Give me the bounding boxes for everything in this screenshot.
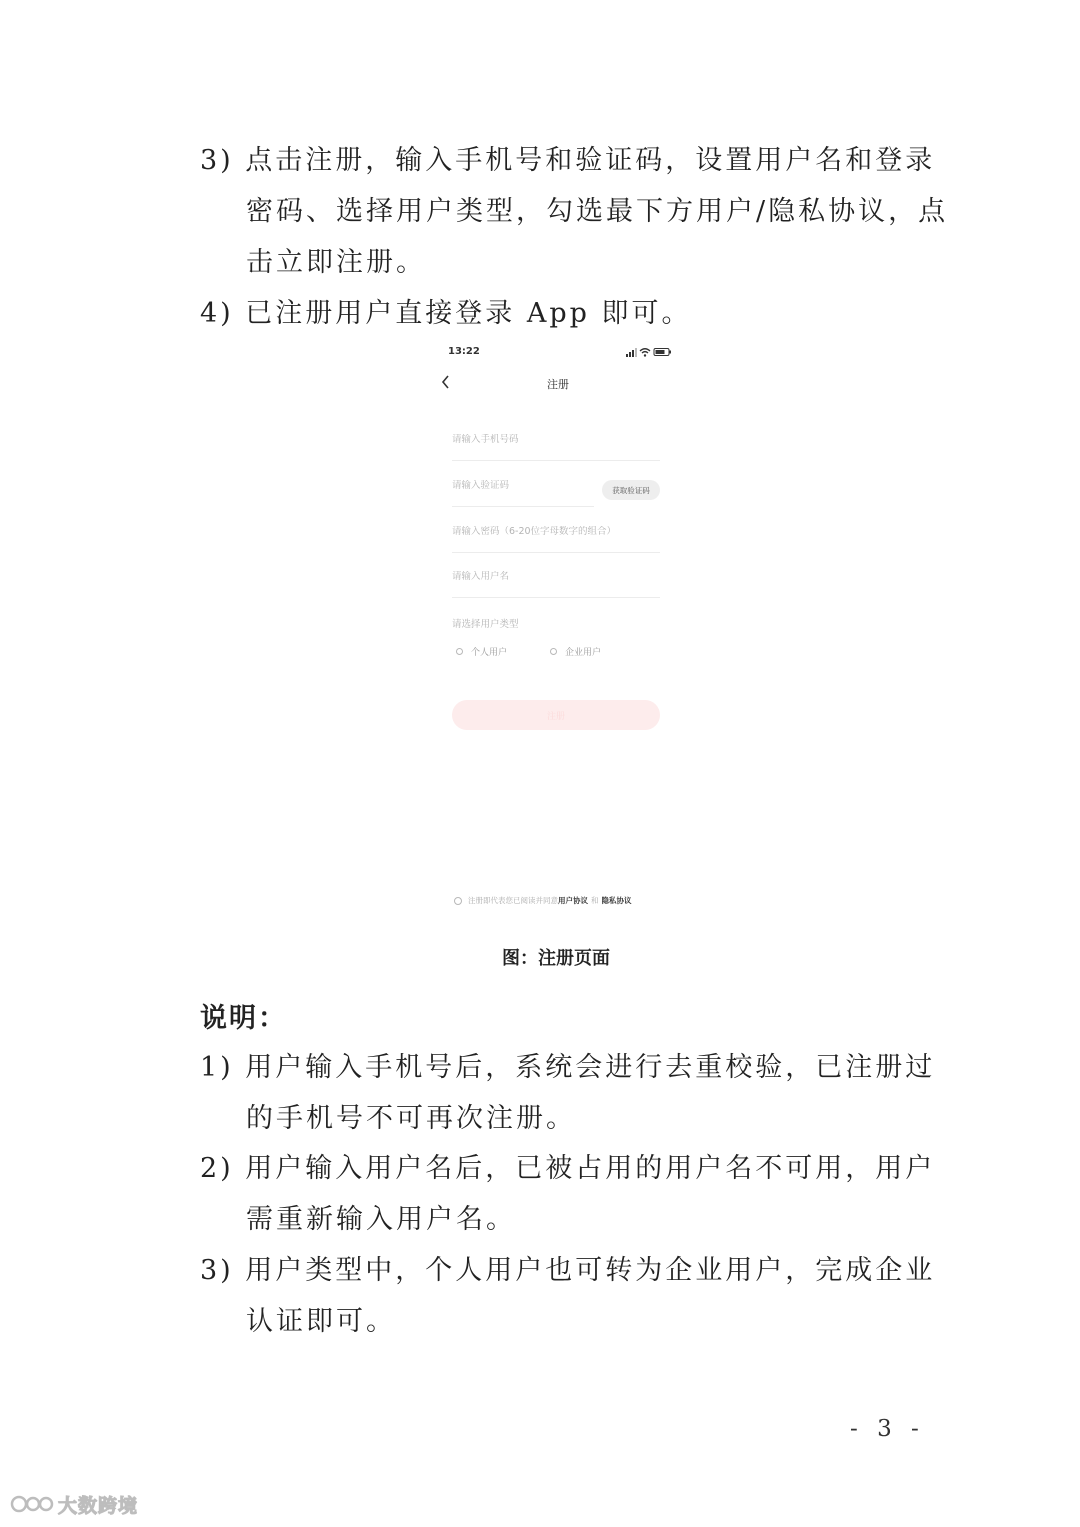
- radio-circle-icon: [456, 648, 463, 655]
- note-1-line-2: 的手机号不可再次注册。: [246, 1103, 576, 1134]
- status-bar-icons: [626, 347, 676, 357]
- agreement-checkbox[interactable]: [454, 897, 462, 905]
- radio-personal-user[interactable]: [456, 645, 507, 658]
- watermark-text: 大数跨境: [58, 1494, 139, 1517]
- user-type-label: 请选择用户类型: [452, 619, 519, 630]
- radio-personal-label: 个人用户: [471, 648, 508, 658]
- status-time: 13:22: [448, 346, 480, 357]
- get-code-button[interactable]: 获取验证码: [602, 480, 660, 500]
- note-3-line-1: 3) 用户类型中，个人用户也可转为企业用户，完成企业: [200, 1255, 936, 1286]
- password-field: [452, 518, 660, 553]
- step-4: [200, 288, 920, 339]
- code-field: [452, 472, 594, 507]
- step-3: [200, 135, 949, 288]
- username-field: [452, 563, 660, 598]
- signal-icon: [626, 348, 637, 357]
- note-2: [200, 1143, 936, 1245]
- radio-enterprise-label: 企业用户: [565, 648, 602, 658]
- password-input[interactable]: [452, 526, 660, 537]
- register-submit-button[interactable]: 注册: [452, 700, 660, 730]
- registration-screenshot: [430, 338, 688, 918]
- nav-title: 注册: [547, 378, 569, 391]
- page-number: - 3 -: [850, 1416, 925, 1442]
- verification-code-input[interactable]: [452, 480, 594, 491]
- user-agreement-link[interactable]: 用户协议: [558, 896, 588, 905]
- step-3-line-2: 密码、选择用户类型，勾选最下方用户/隐私协议，点: [246, 196, 949, 227]
- agreement-text: 注册即代表您已阅读并同意: [468, 896, 558, 905]
- radio-enterprise-user[interactable]: [550, 645, 601, 658]
- note-3-line-2: 认证即可。: [246, 1306, 396, 1337]
- agreement-row: [454, 895, 632, 906]
- figure-caption: 图：注册页面: [502, 948, 610, 969]
- step-3-line-1: 3) 点击注册，输入手机号和验证码，设置用户名和登录: [200, 145, 936, 176]
- step-3-line-3: 击立即注册。: [246, 247, 426, 278]
- watermark: [10, 1490, 138, 1518]
- notes-title: 说明：: [200, 1003, 287, 1034]
- note-2-line-2: 需重新输入用户名。: [246, 1204, 516, 1235]
- note-2-line-1: 2) 用户输入用户名后，已被占用的用户名不可用，用户: [200, 1153, 936, 1184]
- note-1-line-1: 1) 用户输入手机号后，系统会进行去重校验，已注册过: [200, 1052, 936, 1083]
- phone-field: [452, 426, 660, 461]
- note-1: [200, 1042, 936, 1144]
- radio-circle-icon: [550, 648, 557, 655]
- note-3: [200, 1245, 936, 1347]
- watermark-logo-icon: [10, 1493, 54, 1515]
- agreement-and: 和: [591, 896, 599, 905]
- battery-icon: [654, 349, 671, 356]
- wifi-icon: [640, 349, 650, 357]
- privacy-agreement-link[interactable]: 隐私协议: [601, 896, 632, 905]
- phone-input[interactable]: [452, 434, 660, 445]
- step-4-line-1: 4) 已注册用户直接登录 App 即可。: [200, 298, 692, 329]
- username-input[interactable]: [452, 571, 660, 582]
